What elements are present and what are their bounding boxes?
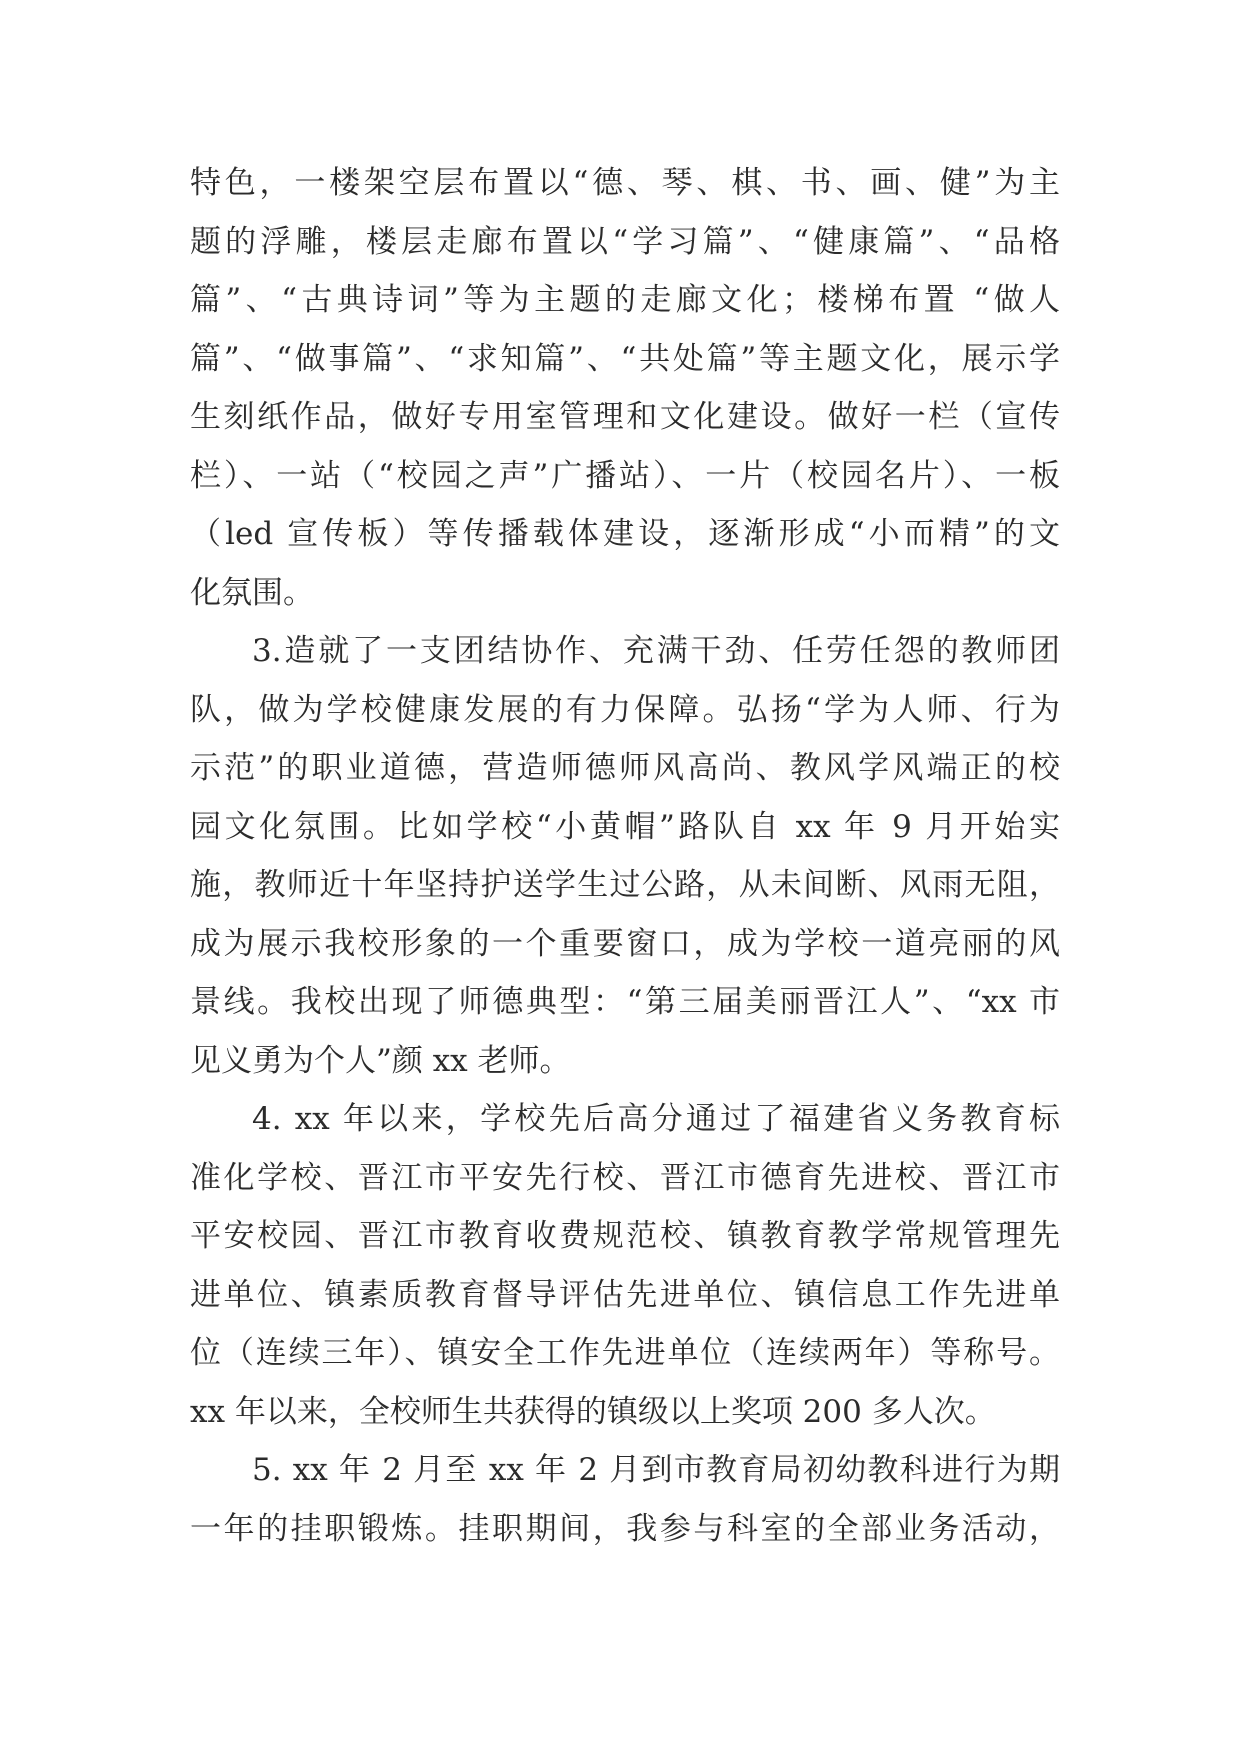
text-line: 篇”、“古典诗词”等为主题的走廊文化；楼梯布置 “做人 [190, 282, 1060, 318]
text-line: xx 年以来，全校师生共获得的镇级以上奖项 200 多人次。 [190, 1393, 996, 1430]
text-line: 特色，一楼架空层布置以“德、琴、棋、书、画、健”为主 [190, 165, 1060, 201]
text-line: 景线。我校出现了师德典型：“第三届美丽晋江人”、“xx 市 [190, 984, 1060, 1020]
text-line: 平安校园、晋江市教育收费规范校、镇教育教学常规管理先 [190, 1218, 1060, 1254]
text-line: 示范”的职业道德，营造师德师风高尚、教风学风端正的校 [190, 750, 1060, 786]
text-line: 题的浮雕，楼层走廊布置以“学习篇”、“健康篇”、“品格 [190, 223, 1060, 260]
text-line: 化氛围。 [190, 574, 314, 611]
text-line: 准化学校、晋江市平安先行校、晋江市德育先进校、晋江市 [190, 1159, 1060, 1196]
text-line: 施，教师近十年坚持护送学生过公路，从未间断、风雨无阻， [190, 867, 1060, 903]
text-line: 园文化氛围。比如学校“小黄帽”路队自 xx 年 9 月开始实 [190, 808, 1060, 845]
paragraph-5-first-line: 5. xx 年 2 月至 xx 年 2 月到市教育局初幼教科进行为期 [252, 1452, 1060, 1488]
text-line: （led 宣传板）等传播载体建设，逐渐形成“小而精”的文 [190, 516, 1060, 552]
text-line: 队，做为学校健康发展的有力保障。弘扬“学为人师、行为 [190, 691, 1060, 728]
text-line: 篇”、“做事篇”、“求知篇”、“共处篇”等主题文化，展示学 [190, 340, 1060, 377]
text-line: 进单位、镇素质教育督导评估先进单位、镇信息工作先进单 [190, 1276, 1060, 1313]
text-line: 见义勇为个人”颜 xx 老师。 [190, 1042, 571, 1079]
text-line: 一年的挂职锻炼。挂职期间，我参与科室的全部业务活动， [190, 1510, 1060, 1547]
text-line: 位（连续三年）、镇安全工作先进单位（连续两年）等称号。 [190, 1335, 1060, 1371]
body-text [190, 154, 1060, 1558]
paragraph-4-first-line: 4. xx 年以来，学校先后高分通过了福建省义务教育标 [252, 1101, 1060, 1137]
text-line: 生刻纸作品，做好专用室管理和文化建设。做好一栏（宣传 [190, 399, 1060, 435]
paragraph-3-first-line: 3.造就了一支团结协作、充满干劲、任劳任怨的教师团 [252, 633, 1060, 669]
text-line: 成为展示我校形象的一个重要窗口，成为学校一道亮丽的风 [190, 925, 1060, 962]
text-line: 栏）、一站（“校园之声”广播站）、一片（校园名片）、一板 [190, 457, 1060, 494]
